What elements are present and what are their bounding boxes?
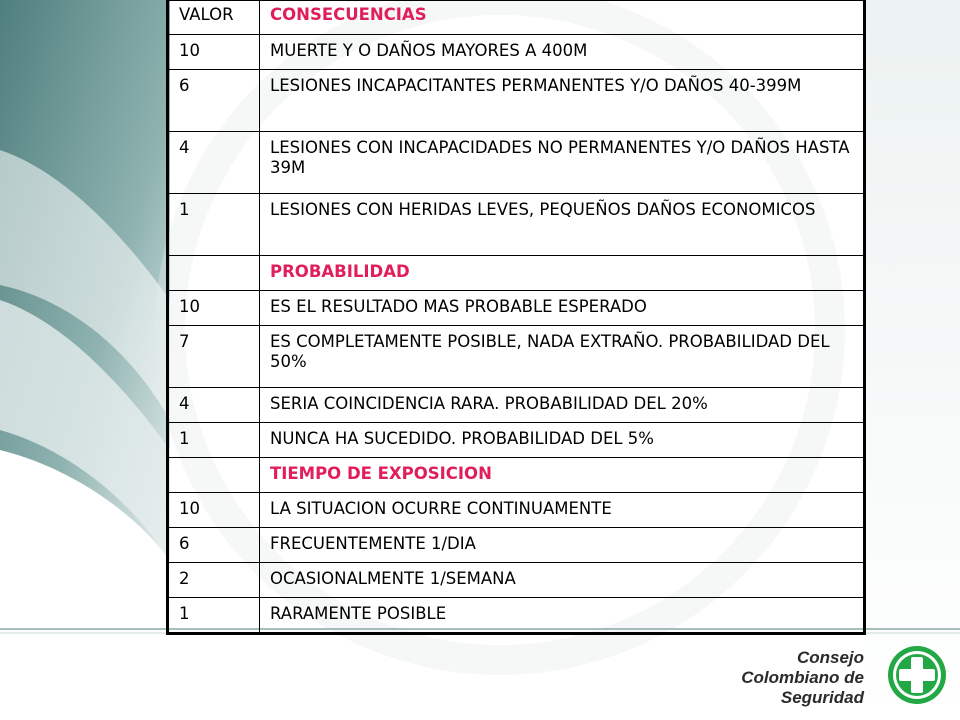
row-text: LA SITUACION OCURRE CONTINUAMENTE	[260, 493, 864, 528]
row-value: 2	[169, 563, 260, 598]
table-row	[169, 423, 864, 458]
row-value: 1	[169, 598, 260, 633]
section-title-tiempo: TIEMPO DE EXPOSICION	[260, 458, 864, 493]
row-text: LESIONES CON HERIDAS LEVES, PEQUEÑOS DAÑOS ECONOMICOS	[260, 194, 864, 256]
table-row	[169, 291, 864, 326]
risk-table	[168, 0, 864, 633]
row-value: 10	[169, 291, 260, 326]
table-row	[169, 132, 864, 194]
table-row	[169, 70, 864, 132]
row-text: NUNCA HA SUCEDIDO. PROBABILIDAD DEL 5%	[260, 423, 864, 458]
table-row	[169, 493, 864, 528]
logo-line-3: Seguridad	[780, 688, 864, 707]
row-value: 6	[169, 70, 260, 132]
row-value: 4	[169, 132, 260, 194]
row-value: 10	[169, 493, 260, 528]
row-value	[169, 256, 260, 291]
consejo-colombiano-logo	[741, 642, 950, 712]
table-row	[169, 528, 864, 563]
section-row-tiempo	[169, 458, 864, 493]
row-text: LESIONES CON INCAPACIDADES NO PERMANENTES Y/O DAÑOS HASTA 39M	[260, 132, 864, 194]
row-text: RARAMENTE POSIBLE	[260, 598, 864, 633]
table-row	[169, 598, 864, 633]
row-value: 7	[169, 326, 260, 388]
logo-line-1: Consejo	[796, 648, 864, 667]
logo-line-2: Colombiano de	[741, 668, 864, 687]
row-text: OCASIONALMENTE 1/SEMANA	[260, 563, 864, 598]
row-value: 1	[169, 194, 260, 256]
green-cross-icon	[886, 644, 948, 706]
row-text: LESIONES INCAPACITANTES PERMANENTES Y/O DAÑOS 40-399M	[260, 70, 864, 132]
logo-text	[741, 648, 864, 708]
row-value: 4	[169, 388, 260, 423]
table-row	[169, 326, 864, 388]
row-value	[169, 458, 260, 493]
row-value: 1	[169, 423, 260, 458]
header-consecuencias: CONSECUENCIAS	[260, 1, 864, 35]
table-row	[169, 388, 864, 423]
table-row	[169, 194, 864, 256]
row-text: SERIA COINCIDENCIA RARA. PROBABILIDAD DEL 20%	[260, 388, 864, 423]
row-value: 10	[169, 35, 260, 70]
row-value: 6	[169, 528, 260, 563]
table-row	[169, 35, 864, 70]
table-header-row	[169, 1, 864, 35]
row-text: FRECUENTEMENTE 1/DIA	[260, 528, 864, 563]
row-text: ES EL RESULTADO MAS PROBABLE ESPERADO	[260, 291, 864, 326]
row-text: MUERTE Y O DAÑOS MAYORES A 400M	[260, 35, 864, 70]
header-value: VALOR	[169, 1, 260, 35]
row-text: ES COMPLETAMENTE POSIBLE, NADA EXTRAÑO. PROBABILIDAD DEL 50%	[260, 326, 864, 388]
table-row	[169, 563, 864, 598]
section-row-probabilidad	[169, 256, 864, 291]
section-title-probabilidad: PROBABILIDAD	[260, 256, 864, 291]
